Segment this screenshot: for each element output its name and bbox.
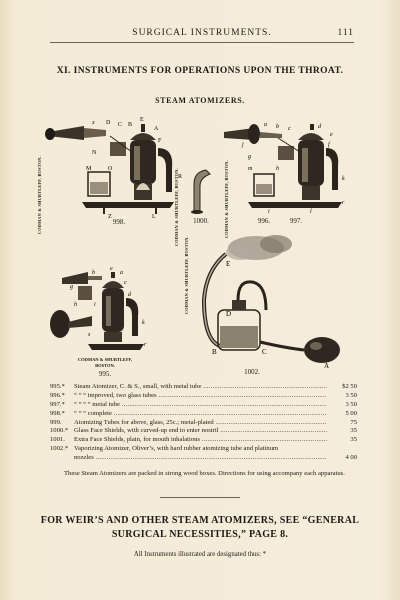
svg-text:b: b xyxy=(276,124,279,130)
list-item xyxy=(50,410,357,419)
item-number: 1002.* xyxy=(50,445,69,453)
cross-reference-heading xyxy=(40,514,360,542)
packing-note: These Steam Atomizers are packed in strong wood boxes. Directions for using accompany each apparatus. xyxy=(64,470,345,477)
item-price: $2 50 xyxy=(327,383,357,392)
svg-text:a: a xyxy=(120,270,123,276)
item-price: 3 50 xyxy=(327,401,357,410)
maker-stamp-1002: CODMAN & SHURTLEFF, BOSTON. xyxy=(184,236,189,315)
section-title: XI. INSTRUMENTS FOR OPERATIONS UPON THE THROAT. xyxy=(56,66,344,76)
svg-text:R: R xyxy=(178,174,183,180)
list-item xyxy=(50,436,357,445)
svg-text:m: m xyxy=(248,166,253,172)
item-description: Extra Face Shields, plain, for mouth inhalations ..... xyxy=(74,436,327,445)
svg-text:h: h xyxy=(276,166,279,172)
footnote: All Instruments illustrated are designated thus: * xyxy=(133,551,267,558)
svg-text:g: g xyxy=(70,284,73,290)
maker-stamp-1000: CODMAN & SHURTLEFF, BOSTON. xyxy=(174,168,179,247)
figure-1002-illustration xyxy=(196,230,360,368)
item-description: Vaporizing Atomizer, Oliver’s, with hard rubber atomizing tube and platinum xyxy=(74,445,279,453)
caption-1002: 1002. xyxy=(244,368,260,376)
svg-text:L: L xyxy=(152,214,156,220)
divider xyxy=(160,497,240,498)
svg-text:k: k xyxy=(342,176,345,182)
maker-stamp-995-line1: CODMAN & SHURTLEFF, xyxy=(77,357,133,362)
running-header-title: SURGICAL INSTRUMENTS. xyxy=(132,28,272,38)
item-description: Glass Face Shields, with curved-up end to enter nostril ..... xyxy=(74,427,327,436)
list-item xyxy=(50,419,357,428)
item-number: 996.* xyxy=(50,391,65,399)
list-item-continuation xyxy=(50,454,357,463)
svg-text:c: c xyxy=(288,126,291,132)
svg-text:j: j xyxy=(242,142,244,148)
svg-text:d: d xyxy=(128,292,131,298)
item-description: Steam Atomizer, C. & S., small, with metal tube ..... xyxy=(74,383,327,392)
svg-text:D: D xyxy=(226,310,232,318)
item-number: 1001. xyxy=(50,436,65,444)
svg-text:h: h xyxy=(74,302,77,308)
item-price: 35 xyxy=(327,427,357,436)
item-description: “ “ “ “ metal tube ..... xyxy=(74,401,327,410)
item-price: 75 xyxy=(327,419,357,428)
item-number: 995.* xyxy=(50,383,65,390)
item-price: 35 xyxy=(327,436,357,445)
list-item xyxy=(50,427,357,436)
item-number: 997.* xyxy=(50,400,65,408)
page-number: 111 xyxy=(337,28,354,38)
maker-stamp-996: CODMAN & SHURTLEFF, BOSTON. xyxy=(224,160,229,239)
item-price: 4 00 xyxy=(327,454,357,463)
svg-text:g: g xyxy=(248,154,251,160)
svg-text:r: r xyxy=(342,200,345,206)
svg-text:B: B xyxy=(128,122,133,128)
svg-text:i: i xyxy=(94,302,96,308)
cross-reference-line1: FOR WEIR’S AND OTHER STEAM ATOMIZERS, SEE “GENERAL xyxy=(40,515,360,526)
svg-text:b: b xyxy=(92,270,95,276)
item-number: 999. xyxy=(50,418,62,426)
svg-text:d: d xyxy=(318,124,321,130)
cross-reference-line2: SURGICAL NECESSITIES,” PAGE 8. xyxy=(111,529,289,540)
svg-text:k: k xyxy=(142,320,145,326)
svg-text:e: e xyxy=(330,132,333,138)
figure-996-997-illustration xyxy=(218,118,358,214)
list-item xyxy=(50,445,357,454)
svg-text:Z: Z xyxy=(108,214,112,220)
item-description: Atomizing Tubes for above, glass, 25c.; metal-plated ..... xyxy=(74,419,327,428)
svg-text:l: l xyxy=(310,209,312,214)
caption-995: 995. xyxy=(98,370,112,378)
maker-stamp-995-line2: BOSTON. xyxy=(95,363,115,368)
svg-text:O: O xyxy=(108,166,113,172)
svg-text:N: N xyxy=(92,150,97,156)
item-number: 1000.* xyxy=(50,427,69,435)
item-description: “ “ “ complete ..... xyxy=(74,410,327,419)
figure-995-illustration xyxy=(48,266,158,356)
svg-text:A: A xyxy=(154,126,159,132)
svg-text:c: c xyxy=(124,280,127,286)
caption-998: 998. xyxy=(112,218,126,226)
item-description: nozzles ..... xyxy=(74,454,327,463)
item-price: 3 50 xyxy=(327,392,357,401)
svg-text:s: s xyxy=(88,332,91,338)
svg-text:i: i xyxy=(268,209,270,214)
list-item xyxy=(50,383,357,392)
price-list xyxy=(50,383,357,463)
svg-text:C: C xyxy=(118,122,123,128)
svg-text:E: E xyxy=(140,117,144,123)
svg-text:A: A xyxy=(324,362,330,368)
item-number: 998.* xyxy=(50,409,65,417)
item-description: “ “ “ improved, two glass tubes ..... xyxy=(74,392,327,401)
running-header xyxy=(50,28,354,43)
figure-1000-illustration xyxy=(186,168,216,214)
svg-text:E: E xyxy=(226,260,231,268)
maker-stamp-995 xyxy=(60,357,150,369)
svg-text:D: D xyxy=(106,120,111,126)
svg-text:B: B xyxy=(212,348,217,356)
svg-text:x: x xyxy=(92,120,95,126)
list-item xyxy=(50,392,357,401)
subsection-title: STEAM ATOMIZERS. xyxy=(155,96,245,105)
svg-text:r: r xyxy=(144,342,147,348)
svg-text:F: F xyxy=(158,138,162,144)
svg-text:f: f xyxy=(328,142,330,148)
svg-text:e: e xyxy=(110,266,113,272)
caption-996: 996. xyxy=(257,217,271,225)
figure-998-illustration xyxy=(44,112,192,222)
caption-1000: 1000. xyxy=(193,217,209,225)
svg-text:C: C xyxy=(262,348,267,356)
maker-stamp-998: CODMAN & SHURTLEFF, BOSTON. xyxy=(37,156,42,235)
item-price: 5 00 xyxy=(327,410,357,419)
caption-997: 997. xyxy=(289,217,303,225)
list-item xyxy=(50,401,357,410)
svg-text:M: M xyxy=(86,166,92,172)
svg-text:a: a xyxy=(264,122,267,128)
